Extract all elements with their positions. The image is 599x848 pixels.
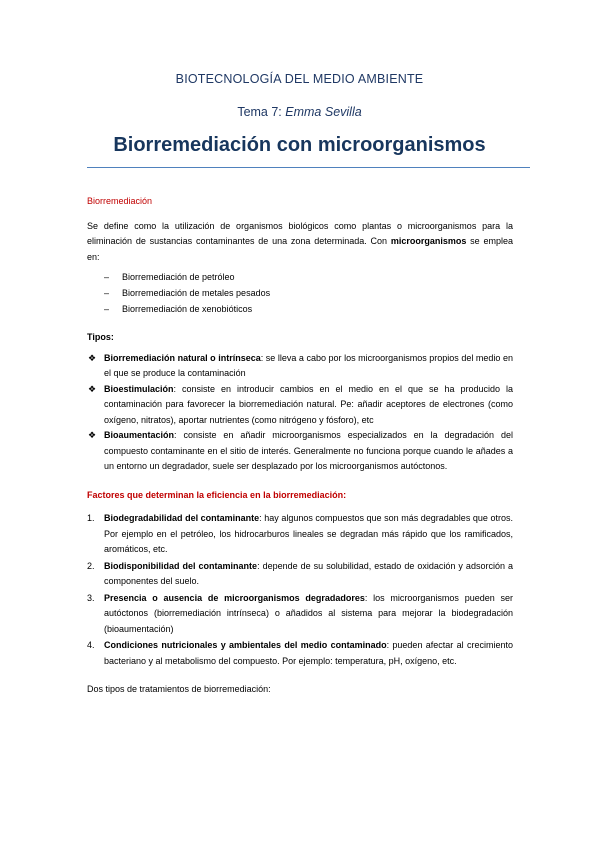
diamond-bullet-icon: ❖: [88, 430, 97, 440]
list-item: 1. Biodegradabilidad del contaminante: hay algunos compuestos que son más degradables que otros. Por ejemplo en el petróleo, los hidrocarburos lineales se degradan más rápido que los ramificados, aromáticos, etc.: [87, 513, 513, 554]
topic-label: Tema 7:: [237, 105, 282, 119]
factors-heading: Factores que determinan la eficiencia en la biorremediación:: [87, 489, 347, 500]
list-item: – Biorremediación de metales pesados: [87, 285, 513, 301]
page-title: Biorremediación con microorganismos: [113, 134, 486, 156]
factors-list: [87, 511, 513, 669]
diamond-bullet-icon: ❖: [88, 383, 97, 394]
list-item: – Biorremediación de xenobióticos: [87, 301, 513, 317]
title-divider: [87, 167, 530, 168]
course-title: BIOTECNOLOGÍA DEL MEDIO AMBIENTE: [175, 72, 424, 86]
intro-paragraph: Se define como la utilización de organismos biológicos como plantas o microorganismos para la eliminación de sustancias contaminantes de una zona determinada. Con microorganismos se emplea en:: [87, 220, 513, 262]
topic-line: [0, 105, 599, 119]
list-item: 3. Presencia o ausencia de microorganismos degradadores: los microorganismos pueden ser autóctonos (biorremediación intrínseca) o añadidos al sistema para mejorar la biodegradación (bioaumentación): [87, 592, 513, 634]
list-item: 4. Condiciones nutricionales y ambientales del medio contaminado: pueden afectar al crecimiento bacteriano y al metabolismo del compuesto. Por ejemplo: temperatura, pH, oxígeno, etc.: [87, 640, 513, 666]
list-item: 2. Biodisponibilidad del contaminante: depende de su solubilidad, estado de oxidación y adsorción a componentes del suelo.: [87, 560, 513, 586]
diamond-bullet-icon: ❖: [88, 352, 97, 363]
topic-author: Emma Sevilla: [285, 105, 362, 119]
list-item: ❖ Bioaumentación: consiste en añadir microorganismos especializados en la degradación del compuesto contaminante en el sitio de interés. Generalmente no funciona porque cuando le añades a un entorno un degradador, suele ser desplazado por los microorganismos autóctonos.: [88, 430, 513, 471]
list-item: ❖ Bioestimulación: consiste en introducir cambios en el medio en el que se ha producido la contaminación para favorecer la biorremediación natural. Pe: añadir aceptores de electrones (como oxígeno, nitratos), aportar nutrientes (como nitrógeno y fósforo), etc: [88, 383, 513, 425]
types-heading: Tipos:: [87, 332, 114, 342]
list-item: – Biorremediación de petróleo: [87, 269, 513, 285]
section-heading-biorremediacion: Biorremediación: [87, 196, 153, 206]
types-list: [87, 351, 513, 475]
document-body: [87, 194, 513, 698]
closing-line: Dos tipos de tratamientos de biorremediación:: [87, 684, 271, 694]
uses-list: [87, 269, 513, 317]
list-item: ❖ Biorremediación natural o intrínseca: se lleva a cabo por los microorganismos propios del medio en el que se produce la contaminación: [88, 352, 513, 378]
